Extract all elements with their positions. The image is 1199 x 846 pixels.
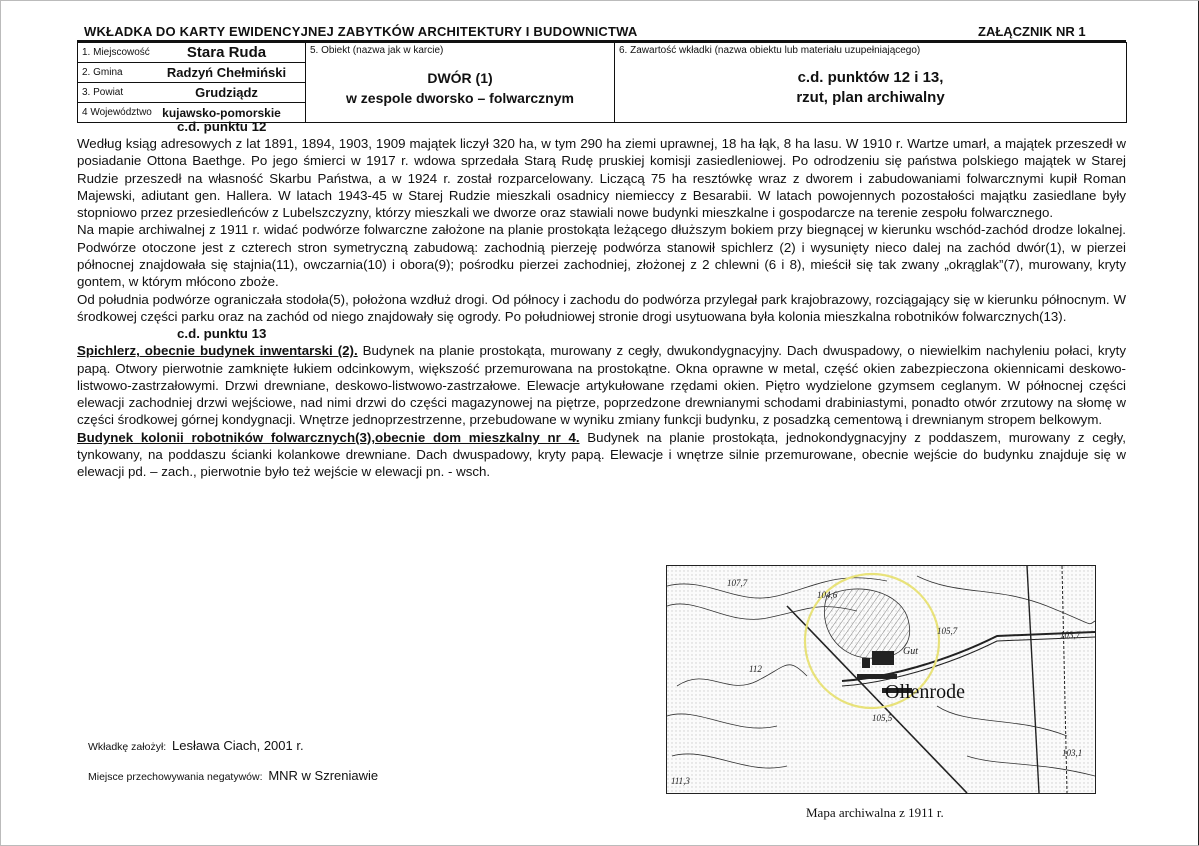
- spot-height-label: 107,7: [727, 578, 748, 588]
- workers-house-title: Budynek kolonii robotników folwarcznych(3),obecnie dom mieszkalny nr 4.: [77, 429, 580, 445]
- object-cell: [306, 43, 615, 123]
- granary-title: Spichlerz, obecnie budynek inwentarski (2).: [77, 343, 358, 359]
- commune-label: 2. Gmina: [82, 67, 123, 78]
- insert-line2: rzut, plan archiwalny: [796, 89, 945, 106]
- author-value: Lesława Ciach, 2001 r.: [172, 738, 304, 753]
- object-name-line1: DWÓR (1): [427, 70, 493, 86]
- workers-house-text: Budynek na planie prostokąta, jednokondygnacyjny z poddaszem, murowany z cegły, tynkowany, na poddaszu ścianki kolankowe drewniane. Dach dwuspadowy, kryty papą. Elewacje i wnętrze silnie przemurowane, obecnie wejście do budynku znajduje się w elewacji pd. – zach., pierwotnie było też wejście w elewacji pn. - wsch.: [77, 429, 1126, 480]
- metadata-table: [77, 42, 1127, 123]
- map-caption: Mapa archiwalna z 1911 r.: [806, 805, 944, 820]
- spot-height-label: 111,3: [671, 776, 690, 786]
- manor-building: [872, 651, 894, 665]
- locality-value: Stara Ruda: [186, 44, 267, 61]
- paragraph-workers-house: [77, 429, 1126, 481]
- county-row: [78, 83, 305, 103]
- commune-value: Radzyń Chełmiński: [166, 65, 287, 80]
- insert-line1: c.d. punktów 12 i 13,: [797, 69, 944, 86]
- county-value: Grudziądz: [195, 85, 258, 100]
- spot-height-label: 103,1: [1062, 748, 1083, 758]
- paragraph-map-description: Na mapie archiwalnej z 1911 r. widać podwórze folwarczne założone na planie prostokąta leżącego dłuższym bokiem przy biegnącej w kierunku wschód-zachód drodze lokalnej. Podwórze otoczone jest z czterech stron symetryczną zabudową: zachodnią pierzeję podwórza stanowił spichlerz (2) i wysunięty nieco dalej na zachód dwór(1), w pierzei północnej znajdowała się stajnia(11), owczarnia(10) i obora(9); pośrodku pierzei zachodniej, złożonej z 2 chlewni (6 i 8), mieścił się tak zwany „okrąglak”(7), murowany, kryty gontem, w którym młócono zboże.: [77, 222, 1126, 290]
- paragraph-surroundings: Od południa podwórze ograniczała stodoła(5), położona wzdłuż drogi. Od północy i zachodu do podwórza przylegał park krajobrazowy, rozciągający się w kierunku północnym. W środkowej części parku oraz na zachód od niego znajdowały się ogrody. Po południowej stronie drogi usytuowana była kolonia mieszkalna robotników folwarcznych(13).: [77, 291, 1126, 324]
- location-cell: [78, 43, 306, 123]
- voivodeship-value: kujawsko-pomorskie: [162, 105, 281, 120]
- estate-label: Gut: [903, 646, 918, 657]
- granary-text: Budynek na planie prostokąta, murowany z cegły, dwukondygnacyjny. Dach dwuspadowy, o niewielkim nachyleniu połaci, kryty papą. Otwory pierwotnie zamknięte łukiem odcinkowym, większość przemurowana na prostokątne. Okna oprawne w metal, część okien zabezpieczona okiennicami deskowo-listwowo-zastrzałowymi. Drzwi drewniane, deskowo-listwowo-zastrzałowe. Elewacje artykułowane rzędami okien. Piętro wydzielone gzymsem ceglanym. W północnej części elewacji zachodniej drzwi wejściowe, nad nimi drzwi do części magazynowej na piętrze, poprzedzone drewnianymi schodami drabiniastymi, ponadto otwór zrzutowy na słomę w części środkowej górnej kondygnacji. Wnętrze jednoprzestrzenne, przebudowane w wyniku zmiany funkcji budynku, z posadzką cementową i drewnianym stropem belkowym.: [77, 343, 1126, 428]
- spot-height-label: 104,6: [817, 590, 838, 600]
- county-label: 3. Powiat: [82, 87, 124, 98]
- spot-height-label: 105,7: [937, 626, 958, 636]
- paragraph-history: Według ksiąg adresowych z lat 1891, 1894, 1903, 1909 majątek liczył 320 ha, w tym 290 ha ziemi uprawnej, 18 ha łąk, 8 ha lasu. W 1910 r. Wartze umarł, a majątek przeszedł w posiadanie Ottona Baethge. Po jego śmierci w 1917 r. wdowa sprzedała Starą Rudę pruskiej komisji zasiedleniowej. Po odrodzeniu się państwa polskiego majątek w Starej Rudzie przeszedł na własność Skarbu Państwa, a w 1924 r. został rozparcelowany. Liczącą 75 ha resztówkę wraz z dworem i zabudowaniami folwarcznymi kupił Roman Majewski, adiutant gen. Hallera. W latach 1943-45 w Starej Rudzie mieszkali osadnicy niemieccy z Besarabii. W latach powojennych pozostałości majątku zasiedlane były stopniowo przez przesiedleńców z Lubelszczyzny, którzy mieszkali we dworze oraz stawiali nowe budynki mieszkalne i gospodarcze na terenie zespołu folwarcznego.: [77, 136, 1126, 221]
- insert-label: 6. Zawartość wkładki (nazwa obiektu lub materiału uzupełniającego): [619, 45, 921, 56]
- storage-value: MNR w Szreniawie: [268, 768, 379, 783]
- commune-row: [78, 63, 305, 83]
- spot-height-label: 112: [749, 664, 762, 674]
- storage-label: Miejsce przechowywania negatywów:: [88, 771, 263, 783]
- locality-row: [78, 43, 305, 63]
- author-label: Wkładkę założył:: [88, 741, 167, 753]
- body-text: [77, 118, 1126, 481]
- archival-map-drawing: [667, 566, 1095, 793]
- locality-label: 1. Miejscowość: [82, 47, 150, 58]
- form-title: WKŁADKA DO KARTY EWIDENCYJNEJ ZABYTKÓW ARCHITEKTURY I BUDOWNICTWA: [84, 24, 638, 39]
- paragraph-granary: [77, 342, 1126, 428]
- barn-building: [857, 674, 897, 679]
- author-line: [88, 738, 304, 753]
- attachment-number: ZAŁĄCZNIK NR 1: [978, 24, 1086, 39]
- farm-building: [862, 658, 870, 668]
- object-name-line2: w zespole dworsko – folwarcznym: [346, 90, 574, 106]
- voivodeship-label: 4 Województwo: [82, 107, 152, 118]
- archival-map: [666, 565, 1096, 794]
- spot-height-label: 103,7: [1060, 630, 1081, 640]
- spot-height-label: 105,5: [872, 713, 893, 723]
- object-label: 5. Obiekt (nazwa jak w karcie): [310, 45, 444, 56]
- storage-line: [88, 768, 378, 783]
- section-13-heading: c.d. punktu 13: [177, 326, 267, 342]
- insert-content-cell: [615, 43, 1127, 123]
- section-12-heading: c.d. punktu 12: [177, 119, 267, 134]
- place-name-label: Ollenrode: [885, 681, 965, 703]
